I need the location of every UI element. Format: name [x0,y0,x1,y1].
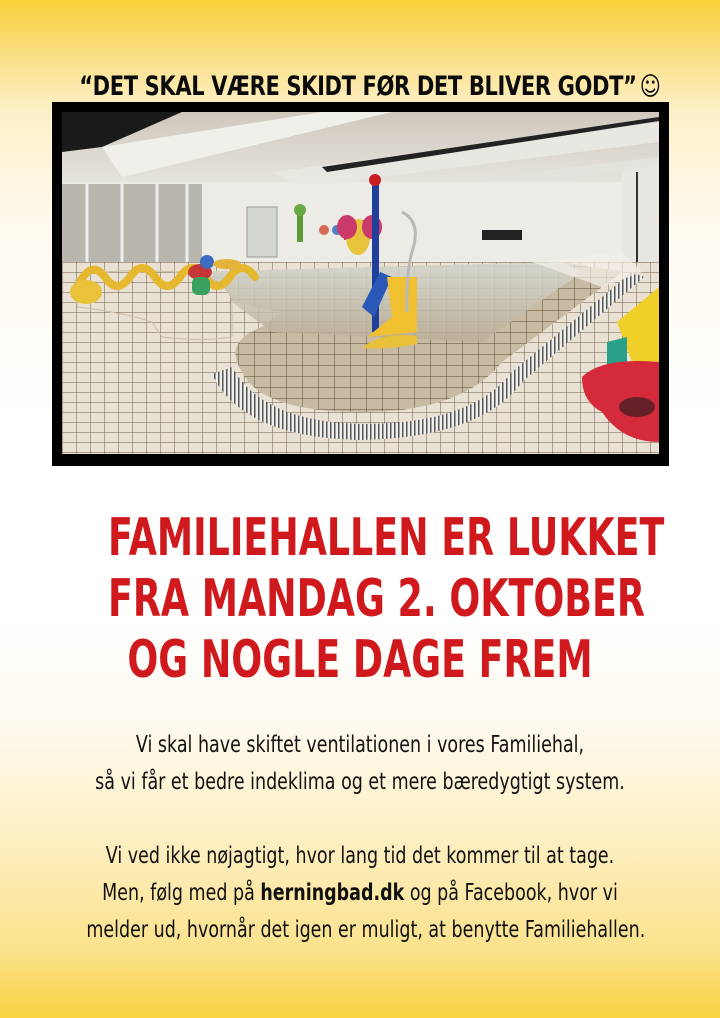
pool-illustration [62,112,659,454]
headline [0,508,720,691]
slogan-text: “DET SKAL VÆRE SKIDT FØR DET BLIVER GODT” [79,71,637,102]
paragraph-ventilation [0,727,720,801]
paragraph2-line-2-end: og på Facebook, hvor vi [404,880,618,906]
paragraph1-line-2: så vi får et bedre indeklima og et mere bæredygtigt system. [95,769,625,795]
headline-line-2: FRA MANDAG 2. OKTOBER [108,569,645,629]
paragraph-follow-updates [0,838,720,949]
paragraph2-line-2-start: Men, følg med på [102,880,261,906]
headline-line-3: OG NOGLE DAGE FREM [127,630,593,690]
smiley-icon: ☺ [639,72,661,102]
pool-photo [62,112,659,454]
headline-line-1: FAMILIEHALLEN ER LUKKET [108,508,665,568]
herningbad-link[interactable]: herningbad.dk [260,880,405,906]
photo-frame [52,102,669,466]
slogan [79,71,661,102]
paragraph2-line-3: melder ud, hvornår det igen er muligt, at benytte Familiehallen. [86,917,646,943]
paragraph2-line-2 [86,875,633,912]
paragraph1-line-1: Vi skal have skiftet ventilationen i vores Familiehal, [135,732,585,758]
paragraph2-line-1: Vi ved ikke nøjagtigt, hvor lang tid det kommer til at tage. [105,843,615,869]
